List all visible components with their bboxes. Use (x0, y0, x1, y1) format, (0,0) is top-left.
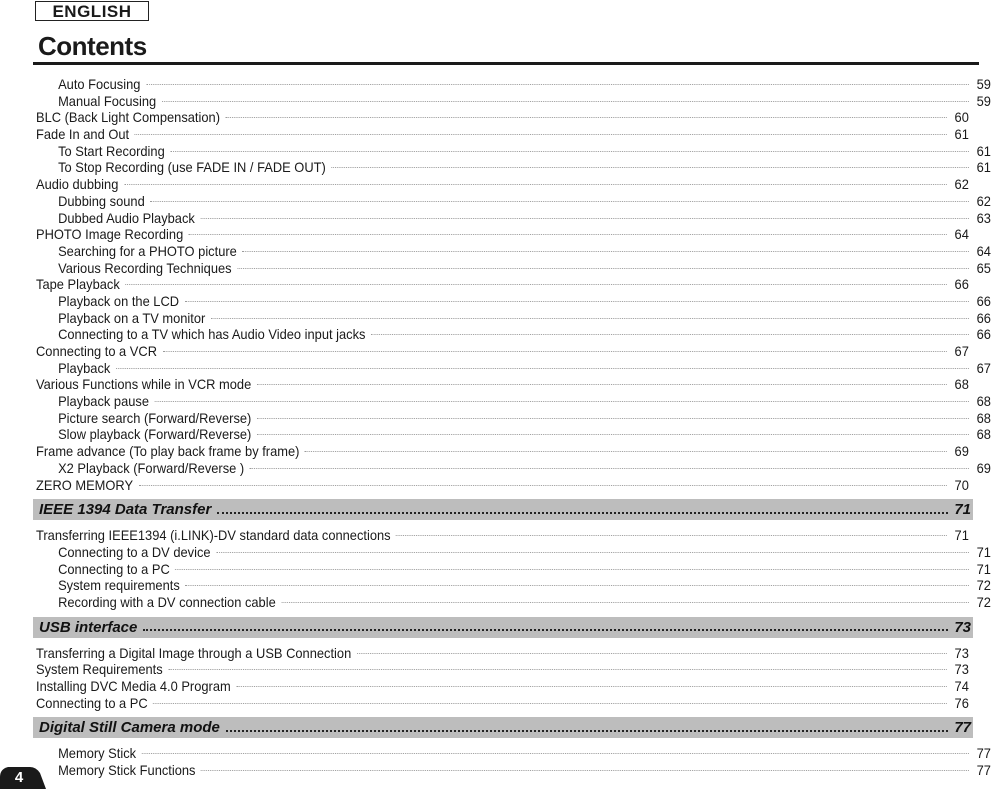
toc-entry-page: 73 (954, 661, 969, 678)
dot-leader (257, 384, 947, 385)
toc-entry[interactable] (36, 745, 991, 762)
toc-entry-label: Picture search (Forward/Reverse) (58, 409, 252, 426)
toc-entry-label: Fade In and Out (36, 126, 130, 143)
toc-entry-label: System Requirements (36, 661, 163, 678)
toc-entry[interactable] (36, 159, 991, 176)
section-title: Digital Still Camera mode (39, 719, 220, 737)
toc-entry[interactable] (36, 293, 991, 310)
toc-entry-label: Memory Stick Functions (58, 762, 196, 779)
toc-entry[interactable] (36, 393, 991, 410)
toc-entry[interactable] (36, 695, 969, 712)
page-number-tab (0, 763, 46, 789)
toc-entry-label: Playback on a TV monitor (58, 309, 206, 326)
dot-leader (189, 234, 947, 235)
toc-entry[interactable] (36, 477, 969, 494)
toc-entry-label: Various Functions while in VCR mode (36, 376, 252, 393)
toc-entry-label: BLC (Back Light Compensation) (36, 109, 220, 126)
toc-entry[interactable] (36, 577, 991, 594)
toc-entry-label: Audio dubbing (36, 176, 119, 193)
toc-entry-page: 66 (976, 309, 991, 326)
toc-entry[interactable] (36, 126, 969, 143)
toc-entry-page: 67 (976, 359, 991, 376)
toc-entry-page: 68 (976, 393, 991, 410)
toc-entry-label: To Start Recording (58, 142, 165, 159)
language-badge: ENGLISH (35, 1, 149, 21)
toc-entry-page: 64 (954, 226, 969, 243)
toc-entry[interactable] (36, 76, 991, 93)
toc-entry-page: 69 (954, 443, 969, 460)
section-title: IEEE 1394 Data Transfer (39, 501, 212, 519)
toc-entry-page: 66 (976, 292, 991, 309)
toc-entry-label: Dubbed Audio Playback (58, 209, 195, 226)
section-page: 71 (954, 501, 971, 519)
toc-entry-page: 62 (976, 192, 991, 209)
toc-entry-label: Playback on the LCD (58, 292, 180, 309)
toc-entry-label: Tape Playback (36, 276, 120, 293)
toc-entry-page: 74 (954, 678, 969, 694)
toc-entry-label: Various Recording Techniques (58, 259, 232, 276)
toc-entry-page: 66 (976, 326, 991, 343)
page-number: 4 (14, 769, 24, 786)
toc-entry-label: Slow playback (Forward/Reverse) (58, 426, 252, 443)
dot-leader (155, 401, 969, 402)
toc-entry-page: 59 (976, 92, 991, 109)
toc-entry-page: 71 (976, 543, 991, 560)
dot-leader (236, 686, 947, 687)
toc-entry[interactable] (36, 762, 991, 779)
dot-leader (242, 251, 969, 252)
dot-leader (226, 730, 948, 732)
dot-leader (305, 451, 947, 452)
dot-leader (200, 218, 969, 219)
section-page: 73 (954, 618, 971, 636)
toc-entry-page: 62 (954, 176, 969, 193)
toc-entry-label: Searching for a PHOTO picture (58, 242, 237, 259)
toc-entry-page: 69 (976, 459, 991, 476)
toc-entry[interactable] (36, 410, 991, 427)
toc-entry[interactable] (36, 527, 969, 544)
toc-entry-label: PHOTO Image Recording (36, 226, 184, 243)
toc-entry[interactable] (36, 243, 991, 260)
dot-leader (125, 284, 947, 285)
dot-leader (226, 117, 947, 118)
toc-entry[interactable] (36, 176, 969, 193)
toc-entry-page: 72 (976, 593, 991, 610)
toc-entry-page: 68 (954, 376, 969, 393)
toc-entry[interactable] (36, 310, 991, 327)
toc-entry-label: Frame advance (To play back frame by frame) (36, 443, 300, 460)
toc-entry[interactable] (36, 226, 969, 243)
toc-entry-page: 65 (976, 259, 991, 276)
dot-leader (371, 334, 969, 335)
dot-leader (250, 468, 969, 469)
toc-entry-label: Playback (58, 359, 111, 376)
toc-entry[interactable] (36, 376, 969, 393)
section-header[interactable] (33, 717, 973, 738)
dot-leader (153, 703, 947, 704)
dot-leader (237, 268, 969, 269)
toc-entry-label: To Stop Recording (use FADE IN / FADE OUT) (58, 159, 326, 176)
toc-entry[interactable] (36, 260, 991, 277)
toc-entry-label: Transferring a Digital Image through a USB Connection (36, 644, 352, 661)
toc-entry[interactable] (36, 443, 969, 460)
dot-leader (163, 351, 947, 352)
dot-leader (257, 434, 969, 435)
dot-leader (396, 535, 947, 536)
toc-entry[interactable] (36, 544, 991, 561)
toc-entry-label: Auto Focusing (58, 76, 141, 92)
toc-entry[interactable] (36, 93, 991, 110)
toc-entry-page: 61 (976, 159, 991, 176)
toc-entry[interactable] (36, 426, 991, 443)
toc-entry[interactable] (36, 594, 991, 611)
toc-entry[interactable] (36, 460, 991, 477)
toc-entry[interactable] (36, 276, 969, 293)
dot-leader (185, 585, 969, 586)
table-of-contents (36, 76, 991, 779)
dot-leader (175, 569, 969, 570)
toc-entry-label: System requirements (58, 577, 180, 594)
toc-entry-label: Dubbing sound (58, 192, 145, 209)
dot-leader (281, 602, 969, 603)
dot-leader (331, 167, 969, 168)
toc-entry[interactable] (36, 343, 969, 360)
toc-entry[interactable] (36, 645, 969, 662)
dot-leader (124, 184, 947, 185)
toc-entry[interactable] (36, 360, 991, 377)
dot-leader (162, 101, 969, 102)
section-header[interactable] (33, 499, 973, 520)
toc-entry-label: Connecting to a VCR (36, 343, 158, 359)
toc-entry-page: 68 (976, 409, 991, 426)
toc-entry-label: X2 Playback (Forward/Reverse ) (58, 459, 245, 476)
toc-entry-label: Connecting to a TV which has Audio Video input jacks (58, 326, 366, 343)
toc-entry-page: 61 (976, 142, 991, 159)
dot-leader (150, 201, 969, 202)
toc-entry-page: 61 (954, 126, 969, 143)
toc-entry[interactable] (36, 661, 969, 678)
dot-leader (142, 753, 969, 754)
toc-entry-label: Recording with a DV connection cable (58, 593, 276, 610)
dot-leader (135, 134, 947, 135)
toc-entry-label: Transferring IEEE1394 (i.LINK)-DV standard data connections (36, 527, 391, 544)
toc-entry-label: Manual Focusing (58, 92, 157, 109)
toc-entry-label: ZERO MEMORY (36, 476, 134, 493)
section-title: USB interface (39, 618, 138, 636)
toc-entry[interactable] (36, 109, 969, 126)
toc-entry-page: 72 (976, 577, 991, 594)
page-title: Contents (38, 31, 147, 61)
toc-entry-page: 71 (954, 527, 969, 544)
toc-entry[interactable] (36, 678, 969, 695)
toc-entry-label: Connecting to a PC (58, 560, 170, 577)
toc-entry-label: Connecting to a DV device (58, 543, 211, 560)
dot-leader (116, 368, 969, 369)
toc-entry-label: Memory Stick (58, 745, 137, 762)
toc-entry-page: 64 (976, 242, 991, 259)
dot-leader (201, 770, 969, 771)
toc-entry-page: 73 (954, 644, 969, 661)
toc-entry-page: 71 (976, 560, 991, 577)
toc-entry[interactable] (36, 143, 991, 160)
toc-entry[interactable] (36, 561, 991, 578)
dot-leader (146, 84, 969, 85)
dot-leader (217, 512, 948, 514)
toc-entry-page: 66 (954, 276, 969, 293)
toc-entry-page: 63 (976, 209, 991, 226)
toc-entry[interactable] (36, 210, 991, 227)
toc-entry-page: 60 (954, 109, 969, 126)
section-page: 77 (954, 719, 971, 737)
dot-leader (211, 318, 969, 319)
dot-leader (357, 653, 947, 654)
toc-entry-label: Playback pause (58, 393, 150, 410)
toc-entry-page: 77 (976, 762, 991, 779)
toc-entry-page: 77 (976, 745, 991, 762)
toc-entry-label: Installing DVC Media 4.0 Program (36, 678, 231, 694)
dot-leader (139, 485, 947, 486)
dot-leader (185, 301, 969, 302)
toc-entry-page: 68 (976, 426, 991, 443)
toc-entry-label: Connecting to a PC (36, 694, 148, 711)
toc-entry-page: 59 (976, 76, 991, 92)
toc-entry-page: 76 (954, 694, 969, 711)
dot-leader (257, 418, 969, 419)
dot-leader (168, 669, 947, 670)
title-rule (33, 62, 979, 65)
dot-leader (143, 629, 948, 631)
dot-leader (216, 552, 969, 553)
toc-entry[interactable] (36, 326, 991, 343)
toc-entry[interactable] (36, 193, 991, 210)
toc-entry-page: 67 (954, 343, 969, 359)
toc-entry-page: 70 (954, 476, 969, 493)
dot-leader (170, 151, 969, 152)
section-header[interactable] (33, 617, 973, 638)
